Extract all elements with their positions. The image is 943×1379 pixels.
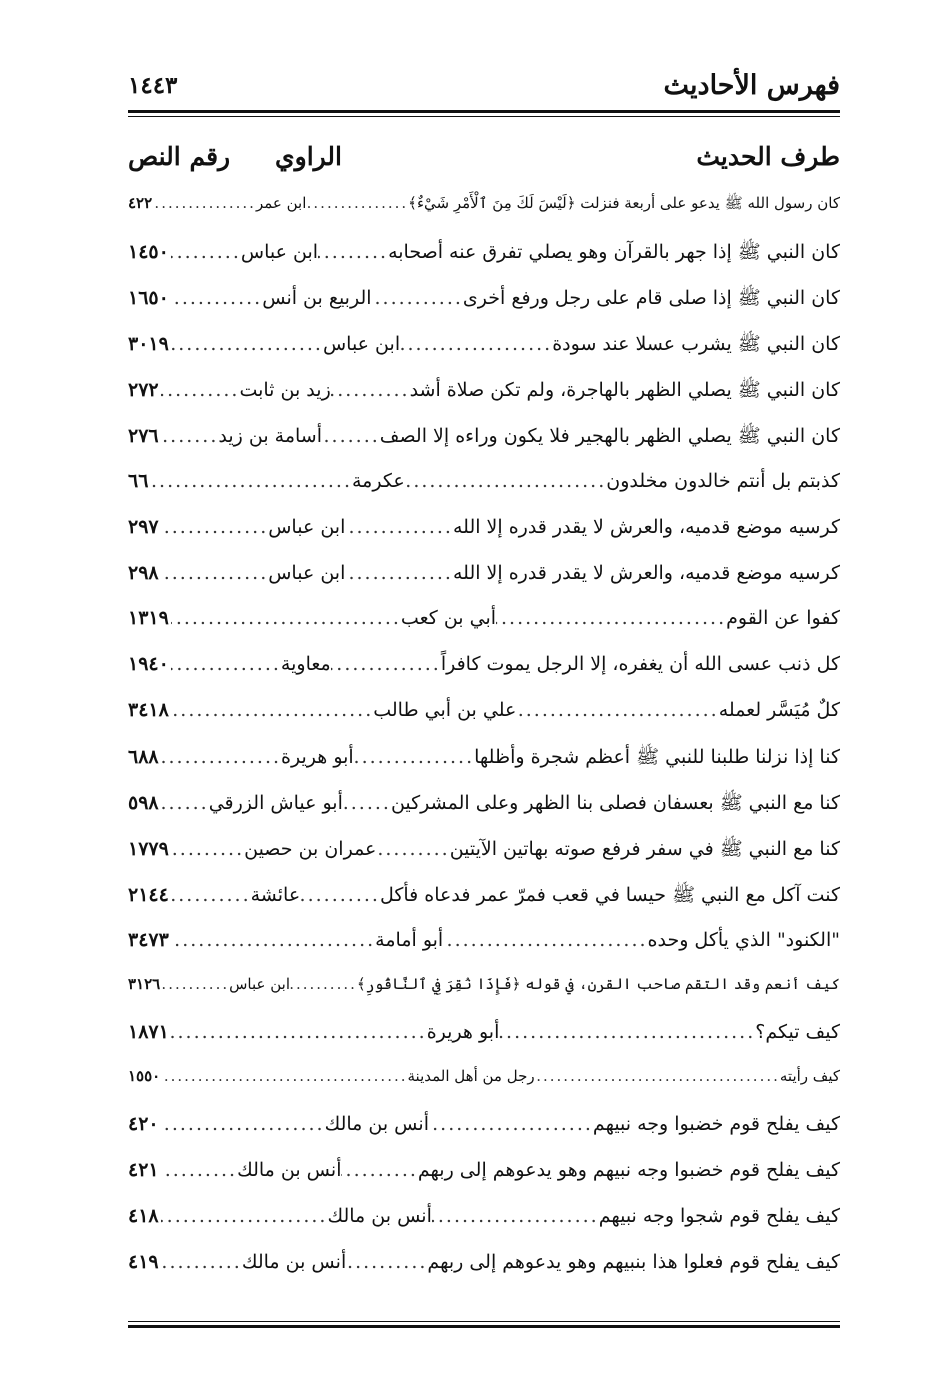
dot-leader [443,929,647,951]
text-number: ٤٢٢ [128,194,153,212]
index-row-line [128,607,840,629]
narrator-name: عكرمة [352,469,405,492]
dot-leader [171,884,251,906]
index-row [128,554,840,600]
dot-leader [343,792,391,814]
dot-leader [322,425,380,447]
hadith-incipit: كيف يفلح قوم خضبوا وجه نبيهم [592,1112,840,1135]
text-number: ٣١٢٦ [128,974,161,993]
narrator-name: أبو أمامة [375,929,444,951]
dot-leader [154,194,256,212]
hadith-incipit: كيف تيكم؟ [755,1020,840,1043]
narrator-name: أبو هريرة [281,746,354,769]
column-heading-hadith: طرف الحديث [696,142,840,171]
index-row [128,829,840,875]
index-row-line [128,883,840,911]
index-row-line [128,378,840,406]
narrator-name: ابن عباس [268,561,346,584]
dot-leader [372,287,463,309]
dot-leader [354,746,474,768]
hadith-incipit: كيف يفلح قوم خضبوا وجه نبيهم وهو يدعوهم إلى ربهم [417,1158,840,1181]
index-row [128,1059,840,1105]
text-number: ٣٤١٨ [128,699,169,722]
dot-leader [346,1251,427,1273]
dot-leader [161,562,269,584]
hadith-incipit: كرسيه موضع قدميه، والعرش لا يقدر قدره إلا الله [452,515,840,538]
hadith-index-list [128,186,840,1289]
index-row-line [128,1021,840,1043]
dot-leader [161,516,269,538]
dot-leader [162,1067,407,1085]
text-number: ٣٠١٩ [128,332,169,355]
text-number: ٤١٨ [128,1204,159,1227]
narrator-name: ابن عباس [268,515,346,538]
hadith-incipit: كيف يفلح قوم شجوا وجه نبيهم [598,1204,840,1227]
index-row [128,875,840,921]
narrator-name: عائشة [250,884,301,907]
index-row-line [128,240,840,268]
dot-leader [290,975,357,993]
index-row [128,1105,840,1151]
dot-leader [376,838,449,860]
hadith-incipit: كان النبي ﷺ يصلي الظهر بالهاجرة، ولم تكن صلاة أشد [409,378,840,401]
dot-leader [161,1159,237,1181]
text-number: ٦٨٨ [128,746,159,769]
dot-leader [496,607,726,629]
narrator-name: أبي بن كعب [400,607,497,630]
hadith-incipit: كرسيه موضع قدميه، والعرش لا يقدر قدره إلا الله [452,561,840,584]
text-number: ٤٢١ [128,1158,159,1181]
narrator-name: معاوية [280,653,331,676]
dot-leader [162,975,229,993]
narrator-name: أنس بن مالك [237,1158,342,1181]
dot-leader [161,1205,328,1227]
hadith-incipit: كنا مع النبي ﷺ في سفر فرفع صوته بهاتين الآيتين [449,838,840,861]
index-row-line [128,332,840,360]
hadith-incipit: كلٌ مُيَسَّر لعمله [718,699,840,722]
hadith-incipit: كان النبي ﷺ يصلي الظهر بالهجير فلا يكون وراءه إلا الصف [379,424,840,447]
hadith-incipit: كيف رأيته [779,1066,840,1085]
narrator-name: رجل من أهل المدينة [407,1066,535,1085]
dot-leader [161,792,209,814]
narrator-name: أنس بن مالك [324,1112,429,1135]
hadith-incipit: كيف يفلح قوم فعلوا هذا بنبيهم وهو يدعوهم إلى ربهم [427,1250,840,1273]
index-row [128,737,840,783]
index-row [128,967,840,1013]
index-row-line [128,653,840,675]
index-row [128,324,840,370]
header-rule [128,110,840,117]
dot-leader [171,929,375,951]
dot-leader [535,1067,780,1085]
text-number: ٤١٩ [128,1250,159,1273]
text-number: ٢٧٦ [128,424,159,447]
index-row [128,462,840,508]
index-row-line [128,929,840,951]
index-row [128,416,840,462]
hadith-incipit: كذبتم بل أنتم خالدون مخلدون [606,469,840,492]
narrator-name: أبو هريرة [426,1020,500,1043]
hadith-incipit: "الكنود" الذي يأكل وحده [647,929,840,951]
text-number: ١٣١٩ [128,607,169,630]
footer-rule [128,1321,840,1328]
narrator-name: أنس بن مالك [241,1250,347,1273]
dot-leader [318,241,388,263]
page-number: ١٤٤٣ [128,72,178,99]
index-row [128,599,840,645]
index-row [128,1243,840,1289]
index-row-line [128,745,840,773]
index-row-line [128,699,840,721]
text-number: ١٧٧٩ [128,838,169,861]
text-number: ٤٢٠ [128,1112,159,1135]
index-row [128,370,840,416]
index-row [128,1197,840,1243]
dot-leader [405,470,607,492]
dot-leader [161,1251,242,1273]
dot-leader [171,1021,427,1043]
index-row-line [128,1067,840,1085]
index-row-line [128,1205,840,1227]
dot-leader [306,194,408,212]
narrator-name: ابن عباس [240,240,319,263]
index-row-line [128,1113,840,1135]
narrator-name: ابن عباس [229,974,290,993]
narrator-name: الربيع بن أنس [262,286,372,309]
dot-leader [345,516,453,538]
narrator-name: ابن عباس [322,332,401,355]
dot-leader [345,562,453,584]
dot-leader [161,379,240,401]
text-number: ٢٩٧ [128,515,159,538]
index-row [128,232,840,278]
index-row-line [128,562,840,584]
index-row-line [128,286,840,314]
narrator-name: ابن عمر [255,194,307,212]
index-row-line [128,1251,840,1273]
dot-leader [171,241,241,263]
text-number: ١٤٥٠ [128,240,169,263]
dot-leader [161,425,219,447]
column-headings [128,142,840,186]
dot-leader [400,333,552,355]
dot-leader [161,746,281,768]
narrator-name: علي بن أبي طالب [373,699,517,722]
dot-leader [171,699,373,721]
hadith-incipit: كان النبي ﷺ إذا صلى قام على رجل ورفع أخرى [462,286,840,309]
dot-leader [432,1205,599,1227]
hadith-incipit: كنا مع النبي ﷺ بعسفان فصلى بنا الظهر وعلى المشركين [390,792,840,815]
hadith-incipit: كيف أنعم وقد التقم صاحب القرن، في قوله ﴿فَإِذَا نُقِرَ فِي ٱلنَّاقُورِ﴾ [356,974,840,993]
index-row-line [128,424,840,452]
index-row [128,1013,840,1059]
dot-leader [150,470,352,492]
dot-leader [499,1021,755,1043]
index-row [128,186,840,232]
index-row [128,921,840,967]
text-number: ٣٤٧٣ [128,929,169,951]
index-row-line [128,1159,840,1181]
text-number: ٥٩٨ [128,792,159,815]
dot-leader [341,1159,417,1181]
dot-leader [171,653,281,675]
narrator-name: أنس بن مالك [327,1204,432,1227]
hadith-incipit: كان النبي ﷺ يشرب عسلا عند سودة [552,332,840,355]
column-heading-narrator: الراوي [275,142,342,171]
hadith-incipit: كل ذنب عسى الله أن يغفره، إلا الرجل يموت كافراً [440,653,840,676]
dot-leader [331,653,441,675]
text-number: ١٥٥٠ [128,1066,161,1085]
text-number: ١٩٤٠ [128,653,169,676]
hadith-incipit: كان رسول الله ﷺ يدعو على أربعة فنزلت ﴿لَيْسَ لَكَ مِنَ ٱلْأَمْرِ شَيْءٌ﴾ [408,194,840,212]
index-row-line [128,975,840,993]
index-row [128,645,840,691]
text-number: ١٦٥٠ [128,286,169,309]
text-number: ٢٩٨ [128,561,159,584]
index-row-line [128,516,840,538]
narrator-name: أبو عياش الزرقي [208,792,343,815]
text-number: ١٨٧١ [128,1020,169,1043]
text-number: ٦٦ [128,469,149,492]
index-row [128,508,840,554]
dot-leader [171,607,401,629]
hadith-incipit: كان النبي ﷺ إذا جهر بالقرآن وهو يصلي تفرق عنه أصحابه [388,240,840,263]
index-row [128,278,840,324]
dot-leader [300,884,380,906]
hadith-incipit: كنت آكل مع النبي ﷺ حيسا في قعب فمرّ عمر فدعاه فأكل [379,884,840,907]
index-row-line [128,837,840,865]
text-number: ٢٧٢ [128,378,159,401]
hadith-incipit: كفوا عن القوم [726,607,840,630]
dot-leader [171,287,262,309]
dot-leader [161,1113,325,1135]
index-row [128,1151,840,1197]
dot-leader [516,699,718,721]
dot-leader [171,838,244,860]
hadith-incipit: كنا إذا نزلنا طلبنا للنبي ﷺ أعظم شجرة وأظلها [474,746,840,769]
dot-leader [331,379,410,401]
text-number: ٢١٤٤ [128,884,169,907]
index-row-line [128,791,840,819]
dot-leader [429,1113,593,1135]
narrator-name: زيد بن ثابت [239,378,331,401]
index-row [128,691,840,737]
running-header [128,66,840,108]
narrator-name: عمران بن حصين [244,838,377,861]
dot-leader [171,333,323,355]
column-heading-text-number: رقم النص [128,142,231,171]
index-row-line [128,470,840,492]
index-row-line [128,194,840,216]
narrator-name: أسامة بن زيد [218,424,323,447]
running-title: فهرس الأحاديث [663,70,840,101]
index-row [128,783,840,829]
